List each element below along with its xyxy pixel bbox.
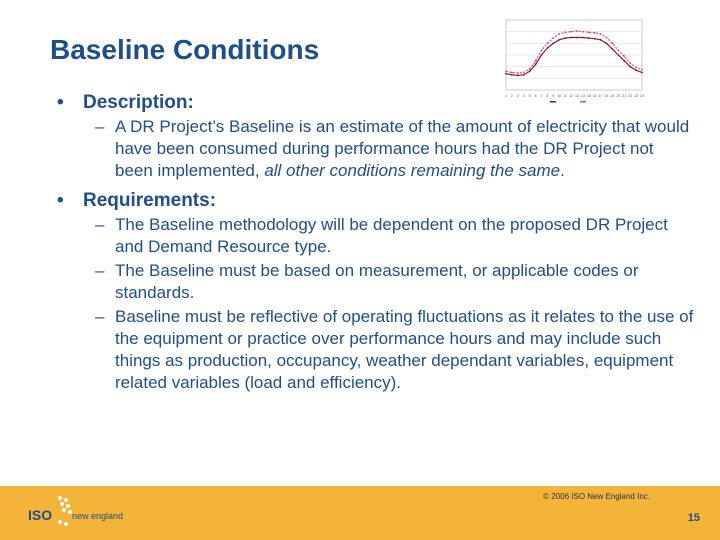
data-point: [606, 42, 608, 44]
data-point: [623, 60, 625, 62]
data-point: [600, 33, 602, 35]
data-point: [535, 63, 537, 65]
data-point: [570, 31, 572, 33]
data-point: [541, 49, 543, 51]
data-point: [629, 62, 631, 64]
data-point: [641, 72, 643, 74]
x-tick-label: 9: [552, 94, 555, 98]
x-tick-label: 5: [528, 94, 531, 98]
x-tick-label: 19: [610, 94, 615, 98]
x-tick-label: 8: [546, 94, 549, 98]
section-heading-label: Description:: [83, 92, 194, 113]
requirement-text: The Baseline methodology will be dependent on the proposed DR Project and Demand Resource type.: [115, 215, 668, 256]
logo-iso-text: ISO: [28, 507, 53, 523]
data-point: [517, 72, 519, 74]
x-tick-label: 7: [540, 94, 543, 98]
requirement-item: [95, 260, 695, 304]
data-point: [570, 37, 572, 39]
x-tick-label: 15: [586, 94, 591, 98]
data-point: [505, 70, 507, 72]
description-text: A DR Project’s Baseline is an estimate of the amount of electricity that would have been consumed during performance hours had the DR Project not been implemented,: [115, 117, 690, 180]
x-tick-label: 4: [522, 94, 525, 98]
data-point: [541, 54, 543, 56]
data-point: [617, 54, 619, 56]
description-item: [95, 116, 695, 182]
data-point: [576, 37, 578, 39]
data-point: [594, 32, 596, 34]
data-point: [623, 55, 625, 57]
data-point: [517, 75, 519, 77]
bullet-icon: •: [57, 190, 64, 211]
dash-icon: –: [95, 215, 105, 234]
slide-title: Baseline Conditions: [50, 34, 320, 65]
data-point: [600, 39, 602, 41]
data-point: [552, 42, 554, 44]
x-tick-label: 24: [640, 94, 644, 98]
data-point: [594, 38, 596, 40]
x-tick-label: 11: [563, 94, 567, 98]
section-heading-description: [55, 92, 695, 114]
data-point: [612, 48, 614, 50]
data-point: [552, 37, 554, 39]
description-emphasis: all other conditions remaining the same: [264, 161, 561, 180]
data-point: [523, 74, 525, 76]
data-point: [558, 39, 560, 41]
data-point: [511, 74, 513, 76]
data-point: [576, 30, 578, 32]
data-point: [535, 60, 537, 62]
data-point: [612, 42, 614, 44]
requirement-text: Baseline must be reflective of operating fluctuations as it relates to the use of the equipment or practice over performance hours and may include such things as production, occupancy, weather dependant variables, equipment related variables (load and efficiency).: [115, 307, 694, 392]
dash-icon: –: [95, 261, 105, 280]
data-point: [529, 68, 531, 70]
slide-content: [55, 92, 695, 396]
data-point: [629, 66, 631, 68]
data-point: [588, 31, 590, 33]
x-tick-label: 22: [628, 94, 633, 98]
dash-icon: –: [95, 307, 105, 326]
requirement-item: [95, 306, 695, 394]
data-point: [546, 47, 548, 49]
data-point: [641, 69, 643, 71]
iso-new-england-logo: [26, 492, 136, 532]
copyright-text: © 2006 ISO New England Inc.: [543, 492, 650, 501]
x-tick-label: 14: [580, 94, 585, 98]
data-point: [635, 69, 637, 71]
data-point: [564, 31, 566, 33]
logo-new-england-text: new england: [72, 511, 124, 521]
x-tick-label: 1: [505, 94, 507, 98]
section-heading-requirements: [55, 190, 695, 212]
data-point: [588, 37, 590, 39]
data-point: [582, 37, 584, 39]
data-point: [558, 33, 560, 35]
data-point: [606, 37, 608, 39]
dash-icon: –: [95, 117, 105, 136]
section-heading-label: Requirements:: [83, 190, 217, 211]
description-end: .: [560, 161, 565, 180]
bullet-icon: •: [57, 92, 64, 113]
data-point: [564, 37, 566, 39]
data-point: [523, 72, 525, 74]
logo-dots-icon: [58, 496, 72, 526]
data-point: [546, 42, 548, 44]
x-tick-label: 6: [534, 94, 537, 98]
data-point: [529, 70, 531, 72]
x-tick-label: 3: [516, 94, 519, 98]
x-tick-label: 2: [510, 94, 513, 98]
data-point: [511, 72, 513, 74]
data-point: [505, 73, 507, 75]
x-tick-label: 12: [569, 94, 573, 98]
x-tick-label: 17: [598, 94, 603, 98]
x-tick-label: 18: [604, 94, 609, 98]
x-tick-label: 13: [575, 94, 579, 98]
x-tick-label: 10: [557, 94, 562, 98]
x-tick-label: 16: [592, 94, 597, 98]
data-point: [635, 66, 637, 68]
page-number: 15: [687, 512, 700, 524]
data-point: [582, 31, 584, 33]
data-point: [617, 49, 619, 51]
requirement-item: [95, 214, 695, 258]
x-tick-label: 20: [616, 94, 621, 98]
requirement-text: The Baseline must be based on measurement, or applicable codes or standards.: [115, 261, 639, 302]
x-tick-label: 23: [634, 94, 639, 98]
x-tick-label: 21: [622, 94, 627, 98]
